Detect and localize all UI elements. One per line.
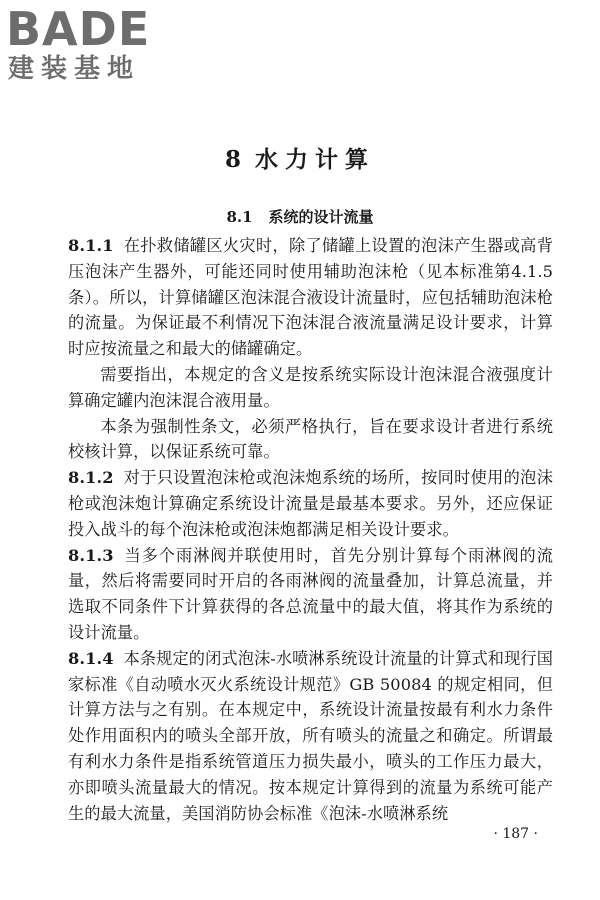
clause-number: 8.1.4 (68, 648, 114, 668)
paragraph-note (68, 362, 553, 414)
clause-number: 8.1.1 (68, 236, 114, 255)
logo-latin-text: BADE (6, 2, 151, 56)
section-title-text: 系统的设计流量 (268, 208, 374, 226)
section-number: 8.1 (226, 208, 253, 226)
paragraph-8-1-4 (68, 646, 553, 827)
bade-logo (6, 4, 176, 88)
paragraph-8-1-2 (68, 465, 553, 542)
paragraph-text: 本条为强制性条文，必须严格执行，旨在要求设计者进行系统校核计算，以保证系统可靠。 (68, 416, 553, 462)
paragraph-text: 对于只设置泡沫枪或泡沫炮系统的场所，按同时使用的泡沫枪或泡沫炮计算确定系统设计流量是最基本要求。另外，还应保证投入战斗的每个泡沫枪或泡沫炮都满足相关设计要求。 (68, 468, 553, 539)
paragraph-text: 本条规定的闭式泡沫-水喷淋系统设计流量的计算式和现行国家标准《自动喷水灭火系统设计规范》GB 50084 的规定相同，但计算方法与之有别。在本规定中，系统设计流量按最有利水力条件处作用面积内的喷头全部开放，所有喷头的流量之和确定。所谓最有利水力条件是指系统管道压力损失最小，喷头的工作压力最大，亦即喷头流量最大的情况。按本规定计算得到的流量为系统可能产生的最大流量，美国消防协会标准《泡沫-水喷淋系统 (68, 648, 553, 823)
paragraph-8-1-1 (68, 233, 553, 362)
clause-number: 8.1.2 (68, 468, 114, 488)
paragraph-8-1-3 (68, 543, 553, 646)
body-text (68, 233, 553, 826)
page-number: · 187 · (493, 826, 538, 842)
chapter-number: 8 (224, 146, 241, 173)
clause-number: 8.1.3 (68, 545, 114, 565)
section-title (0, 206, 600, 228)
logo-cjk-text: 建装基地 (8, 54, 141, 84)
paragraph-text: 当多个雨淋阀并联使用时，首先分别计算每个雨淋阀的流量，然后将需要同时开启的各雨淋阀的流量叠加，计算总流量，并选取不同条件下计算获得的各总流量中的最大值，将其作为系统的设计流量。 (68, 545, 553, 642)
chapter-title-text: 水力计算 (255, 146, 375, 173)
paragraph-text: 需要指出，本规定的含义是按系统实际设计泡沫混合液强度计算确定罐内泡沫混合液用量。 (68, 364, 553, 410)
paragraph-text: 在扑救储罐区火灾时，除了储罐上设置的泡沫产生器或高背压泡沫产生器外，可能还同时使用辅助泡沫枪（见本标准第4.1.5条）。所以，计算储罐区泡沫混合液设计流量时，应包括辅助泡沫枪的流量。为保证最不利情况下泡沫混合液流量满足设计要求，计算时应按流量之和最大的储罐确定。 (68, 236, 553, 359)
paragraph-mandatory (68, 414, 553, 466)
chapter-title (0, 145, 600, 175)
